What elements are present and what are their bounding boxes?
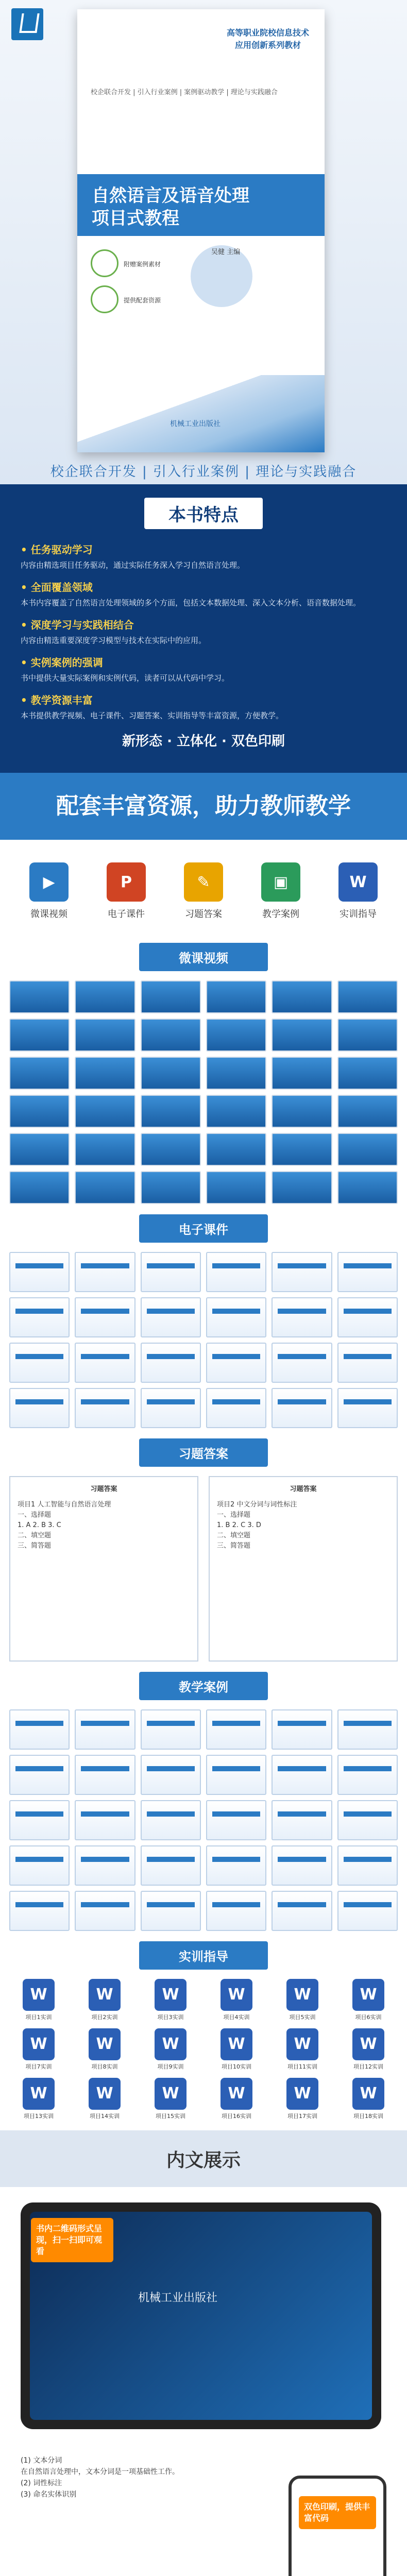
case-thumbnail[interactable]: [272, 1891, 332, 1931]
case-thumbnail[interactable]: [9, 1800, 70, 1840]
answer-doc-line: 二、填空题: [217, 1532, 251, 1539]
preview-section: [0, 2187, 407, 2576]
case-thumbnail[interactable]: [272, 1709, 332, 1750]
video-thumbnail[interactable]: [75, 1133, 135, 1166]
page-body-line: 在自然语言处理中，文本分词是一项基础性工作。: [21, 2468, 179, 2476]
ppt-thumbnail[interactable]: [9, 1252, 70, 1292]
case-icon: ▣: [261, 862, 300, 902]
case-thumbnail[interactable]: [337, 1709, 398, 1750]
guide-file[interactable]: [339, 1979, 398, 2021]
video-thumbnail[interactable]: [141, 1095, 201, 1128]
resource-type-5[interactable]: [327, 862, 389, 920]
guide-file[interactable]: [339, 2028, 398, 2071]
ppt-thumbnail[interactable]: [272, 1252, 332, 1292]
answer-icon: ✎: [184, 862, 223, 902]
answer-doc-line: 二、填空题: [18, 1532, 52, 1539]
guide-file[interactable]: [207, 1979, 266, 2021]
video-thumbnail[interactable]: [9, 1133, 70, 1166]
case-thumbnail[interactable]: [141, 1845, 201, 1886]
case-thumbnail[interactable]: [75, 1891, 135, 1931]
video-thumbnail[interactable]: [75, 1171, 135, 1204]
case-thumbnail[interactable]: [337, 1845, 398, 1886]
ppt-thumbnail[interactable]: [141, 1252, 201, 1292]
guide-file-label: 项目6实训: [355, 2014, 382, 2021]
cases-section-heading: 教学案例: [139, 1672, 268, 1700]
guide-file-label: 项目8实训: [91, 2063, 118, 2070]
case-thumbnail[interactable]: [337, 1891, 398, 1931]
word-file-icon: W: [286, 2078, 318, 2110]
feature-desc: 本书提供教学视频、电子课件、习题答案、实训指导等丰富资源，方便教学。: [21, 711, 284, 720]
feature-title: • 教学资源丰富: [21, 694, 93, 706]
video-thumbnail[interactable]: [141, 1057, 201, 1090]
resource-type-label: 习题答案: [185, 909, 222, 920]
guide-file[interactable]: [273, 2028, 332, 2071]
ppt-section-heading: 电子课件: [139, 1214, 268, 1243]
case-thumbnail[interactable]: [272, 1845, 332, 1886]
case-thumbnail[interactable]: [9, 1891, 70, 1931]
answer-doc-line: 一、选择题: [18, 1511, 52, 1519]
guide-file[interactable]: [141, 1979, 200, 2021]
ppt-thumbnail[interactable]: [141, 1297, 201, 1337]
feature-item: [21, 617, 386, 646]
answer-doc[interactable]: [209, 1476, 398, 1662]
ppt-thumbnail[interactable]: [75, 1297, 135, 1337]
video-thumbnail[interactable]: [206, 1133, 266, 1166]
cover-authors: 吴健 主编: [211, 248, 241, 256]
features-heading: 本书特点: [144, 498, 263, 529]
video-thumbnail[interactable]: [75, 1019, 135, 1052]
video-thumbnail[interactable]: [272, 1057, 332, 1090]
guide-file[interactable]: [9, 2078, 68, 2120]
video-thumbnail[interactable]: [141, 1019, 201, 1052]
guide-file-label: 项目7实训: [25, 2063, 52, 2070]
ppt-thumbnail[interactable]: [206, 1343, 266, 1383]
tablet-publisher: 机械工业出版社: [138, 2292, 218, 2304]
guide-file-label: 项目11实训: [287, 2063, 317, 2070]
feature-title: • 实例案例的强调: [21, 656, 103, 669]
cover-top: [77, 9, 325, 174]
feature-desc: 书中提供大量实际案例和实例代码，读者可以从代码中学习。: [21, 673, 230, 683]
ppt-thumbnail[interactable]: [272, 1297, 332, 1337]
features-tagline: 新形态 · 立体化 · 双色印刷: [122, 734, 285, 749]
word-file-icon: W: [89, 2078, 121, 2110]
video-thumbnail[interactable]: [9, 1171, 70, 1204]
answer-doc[interactable]: [9, 1476, 198, 1662]
ppt-section: [0, 1214, 407, 1438]
guide-file[interactable]: [207, 2028, 266, 2071]
resource-type-label: 教学案例: [262, 909, 299, 920]
page-body-line: (1) 文本分词: [21, 2456, 62, 2465]
video-thumbnail[interactable]: [337, 1019, 398, 1052]
case-thumbnail[interactable]: [206, 1891, 266, 1931]
word-file-icon: W: [23, 1979, 55, 2011]
video-thumbnail[interactable]: [337, 1133, 398, 1166]
video-thumbnail[interactable]: [9, 980, 70, 1013]
ppt-thumbnail[interactable]: [337, 1252, 398, 1292]
video-thumbnail[interactable]: [272, 1133, 332, 1166]
case-thumbnail[interactable]: [9, 1845, 70, 1886]
word-file-icon: W: [352, 2028, 384, 2060]
case-thumbnail[interactable]: [141, 1755, 201, 1795]
video-thumbnail[interactable]: [272, 980, 332, 1013]
answer-doc-line: 项目1 人工智能与自然语言处理: [18, 1501, 111, 1509]
video-thumbnail[interactable]: [141, 1133, 201, 1166]
guide-file[interactable]: [75, 1979, 134, 2021]
word-file-icon: W: [89, 2028, 121, 2060]
cover-publisher: 机械工业出版社: [170, 420, 221, 428]
video-thumbnail[interactable]: [141, 980, 201, 1013]
feature-desc: 内容由精选重要深度学习模型与技术在实际中的应用。: [21, 636, 207, 645]
ppt-thumbnail[interactable]: [75, 1388, 135, 1428]
cover-middle: [77, 236, 325, 354]
resource-types: [0, 840, 407, 943]
guide-file[interactable]: [339, 2078, 398, 2120]
guide-section-heading: 实训指导: [139, 1941, 268, 1970]
case-thumbnail[interactable]: [206, 1709, 266, 1750]
guide-file-label: 项目4实训: [223, 2014, 250, 2021]
word-file-icon: W: [286, 2028, 318, 2060]
guide-file-label: 项目13实训: [24, 2113, 54, 2120]
features-list: [21, 541, 386, 721]
hero-slogan: 校企联合开发 | 引入行业案例 | 理论与实践融合: [50, 464, 357, 480]
feature-title: • 全面覆盖领域: [21, 581, 93, 594]
badge1-label: 附赠案例素材: [124, 261, 161, 268]
guide-file-label: 项目17实训: [287, 2113, 317, 2120]
badge2-label: 提供配套资源: [124, 297, 161, 304]
cover-tagline: 校企联合开发 | 引入行业案例 | 案例驱动教学 | 理论与实践融合: [91, 89, 278, 96]
video-section: [0, 943, 407, 1214]
guide-section: [0, 1941, 407, 2130]
page-body-line: (3) 命名实体识别: [21, 2490, 77, 2499]
video-thumbnail[interactable]: [75, 980, 135, 1013]
resource-type-label: 微课视频: [30, 909, 67, 920]
video-thumbnail[interactable]: [206, 1171, 266, 1204]
guide-file[interactable]: [273, 2078, 332, 2120]
word-file-icon: W: [352, 2078, 384, 2110]
guide-file[interactable]: [141, 2028, 200, 2071]
guide-file-label: 项目3实训: [157, 2014, 184, 2021]
feature-title: • 任务驱动学习: [21, 544, 93, 556]
feature-item: [21, 579, 386, 608]
word-file-icon: W: [155, 2028, 186, 2060]
cd-badge-icon: [91, 249, 118, 277]
video-thumbnail[interactable]: [272, 1019, 332, 1052]
video-thumbnail[interactable]: [9, 1057, 70, 1090]
resource-type-2[interactable]: [95, 862, 157, 920]
ppt-thumbnail[interactable]: [337, 1343, 398, 1383]
series-text: 高等职业院校信息技术 应用创新系列教材: [226, 28, 309, 50]
ppt-thumbnails: [9, 1252, 398, 1428]
features-section: [0, 484, 407, 773]
resource-type-label: 实训指导: [340, 909, 377, 920]
case-thumbnail[interactable]: [9, 1755, 70, 1795]
resource-type-4[interactable]: [250, 862, 312, 920]
video-thumbnail[interactable]: [337, 1095, 398, 1128]
cd-badge-icon: [91, 285, 118, 313]
ppt-thumbnail[interactable]: [206, 1388, 266, 1428]
cover-title-bar: [77, 174, 325, 236]
case-thumbnail[interactable]: [272, 1755, 332, 1795]
guide-file[interactable]: [141, 2078, 200, 2120]
feature-item: [21, 692, 386, 721]
resource-type-1[interactable]: [18, 862, 80, 920]
answer-doc-line: 1. A 2. B 3. C: [18, 1521, 61, 1529]
cases-section: [0, 1672, 407, 1941]
guide-file-label: 项目15实训: [156, 2113, 185, 2120]
video-thumbnail[interactable]: [75, 1095, 135, 1128]
ppt-thumbnail[interactable]: [337, 1388, 398, 1428]
ppt-thumbnail[interactable]: [141, 1343, 201, 1383]
ppt-thumbnail[interactable]: [9, 1297, 70, 1337]
ppt-thumbnail[interactable]: [9, 1343, 70, 1383]
guide-file-label: 项目12实训: [353, 2063, 383, 2070]
video-thumbnails: [9, 980, 398, 1204]
feature-desc: 内容由精选项目任务驱动，通过实际任务深入学习自然语言处理。: [21, 561, 245, 570]
answers-section-heading: 习题答案: [139, 1438, 268, 1467]
case-thumbnail[interactable]: [75, 1845, 135, 1886]
case-thumbnail[interactable]: [141, 1800, 201, 1840]
page-body-text: [21, 2455, 289, 2500]
guide-file[interactable]: [207, 2078, 266, 2120]
video-thumbnail[interactable]: [141, 1171, 201, 1204]
guide-file[interactable]: [75, 2028, 134, 2071]
guide-file[interactable]: [9, 2028, 68, 2071]
book-title-line2: 项目式教程: [92, 208, 179, 229]
word-file-icon: W: [23, 2028, 55, 2060]
video-thumbnail[interactable]: [206, 1019, 266, 1052]
video-section-heading: 微课视频: [139, 943, 268, 971]
cover-wave: [77, 375, 325, 452]
feature-item: [21, 654, 386, 684]
answer-doc-line: 1. B 2. C 3. D: [217, 1521, 261, 1529]
feature-item: [21, 541, 386, 571]
video-thumbnail[interactable]: [272, 1171, 332, 1204]
resource-type-3[interactable]: [173, 862, 234, 920]
guide-file-label: 项目5实训: [289, 2014, 316, 2021]
page-body-line: (2) 词性标注: [21, 2479, 62, 2487]
case-thumbnail[interactable]: [141, 1891, 201, 1931]
guide-file[interactable]: [75, 2078, 134, 2120]
video-thumbnail[interactable]: [206, 980, 266, 1013]
resources-banner: 配套丰富资源，助力教师教学: [0, 773, 407, 840]
case-thumbnail[interactable]: [75, 1800, 135, 1840]
answer-docs: [9, 1476, 398, 1662]
callout-qr: 书内二维码形式呈现，扫一扫即可观看: [31, 2218, 113, 2262]
book-cover: [77, 9, 325, 452]
video-thumbnail[interactable]: [337, 1057, 398, 1090]
word-file-icon: W: [155, 1979, 186, 2011]
ppt-thumbnail[interactable]: [75, 1343, 135, 1383]
word-icon: W: [338, 862, 378, 902]
case-thumbnail[interactable]: [337, 1800, 398, 1840]
answer-doc-line: 三、简答题: [217, 1542, 251, 1550]
resource-type-label: 电子课件: [108, 909, 145, 920]
guide-file-label: 项目18实训: [353, 2113, 383, 2120]
word-file-icon: W: [221, 2028, 252, 2060]
ppt-thumbnail[interactable]: [141, 1388, 201, 1428]
publisher-logo-icon: [11, 8, 43, 40]
case-thumbnail[interactable]: [141, 1709, 201, 1750]
video-thumbnail[interactable]: [272, 1095, 332, 1128]
case-thumbnail[interactable]: [337, 1755, 398, 1795]
answer-doc-title: 习题答案: [90, 1485, 117, 1493]
book-title-line1: 自然语言及语音处理: [92, 185, 249, 206]
answers-section: [0, 1438, 407, 1672]
word-file-icon: W: [352, 1979, 384, 2011]
ppt-thumbnail[interactable]: [206, 1252, 266, 1292]
video-thumbnail[interactable]: [206, 1095, 266, 1128]
guide-file[interactable]: [9, 1979, 68, 2021]
case-thumbnails: [9, 1709, 398, 1931]
guide-files: [9, 1979, 398, 2120]
case-thumbnail[interactable]: [75, 1755, 135, 1795]
video-icon: ▶: [29, 862, 69, 902]
feature-desc: 本书内容覆盖了自然语言处理领域的多个方面，包括文本数据处理、深入文本分析、语音数据处理。: [21, 598, 361, 607]
word-file-icon: W: [286, 1979, 318, 2011]
answer-doc-line: 三、简答题: [18, 1542, 52, 1550]
guide-file[interactable]: [273, 1979, 332, 2021]
feature-title: • 深度学习与实践相结合: [21, 619, 134, 631]
word-file-icon: W: [23, 2078, 55, 2110]
case-thumbnail[interactable]: [9, 1709, 70, 1750]
case-thumbnail[interactable]: [272, 1800, 332, 1840]
ppt-thumbnail[interactable]: [206, 1297, 266, 1337]
word-file-icon: W: [155, 2078, 186, 2110]
guide-file-label: 项目14实训: [90, 2113, 120, 2120]
video-thumbnail[interactable]: [9, 1095, 70, 1128]
video-thumbnail[interactable]: [337, 980, 398, 1013]
video-thumbnail[interactable]: [206, 1057, 266, 1090]
word-file-icon: W: [221, 2078, 252, 2110]
guide-file-label: 项目9实训: [157, 2063, 184, 2070]
ppt-thumbnail[interactable]: [337, 1297, 398, 1337]
case-thumbnail[interactable]: [206, 1755, 266, 1795]
preview-title: 内文展示: [0, 2130, 407, 2187]
case-thumbnail[interactable]: [206, 1845, 266, 1886]
hero-section: [0, 0, 407, 484]
ppt-thumbnail[interactable]: [272, 1388, 332, 1428]
ppt-thumbnail[interactable]: [75, 1252, 135, 1292]
guide-file-label: 项目1实训: [25, 2014, 52, 2021]
video-thumbnail[interactable]: [337, 1171, 398, 1204]
word-file-icon: W: [89, 1979, 121, 2011]
video-thumbnail[interactable]: [75, 1057, 135, 1090]
guide-file-label: 项目16实训: [222, 2113, 251, 2120]
guide-file-label: 项目2实训: [91, 2014, 118, 2021]
answer-doc-line: 项目2 中文分词与词性标注: [217, 1501, 297, 1509]
answer-doc-title: 习题答案: [290, 1485, 317, 1493]
ppt-thumbnail[interactable]: [9, 1388, 70, 1428]
case-thumbnail[interactable]: [75, 1709, 135, 1750]
ppt-thumbnail[interactable]: [272, 1343, 332, 1383]
case-thumbnail[interactable]: [206, 1800, 266, 1840]
word-file-icon: W: [221, 1979, 252, 2011]
ppt-icon: P: [107, 862, 146, 902]
guide-file-label: 项目10实训: [222, 2063, 251, 2070]
callout-print: 双色印刷，提供丰富代码: [299, 2496, 376, 2529]
answer-doc-line: 一、选择题: [217, 1511, 251, 1519]
video-thumbnail[interactable]: [9, 1019, 70, 1052]
